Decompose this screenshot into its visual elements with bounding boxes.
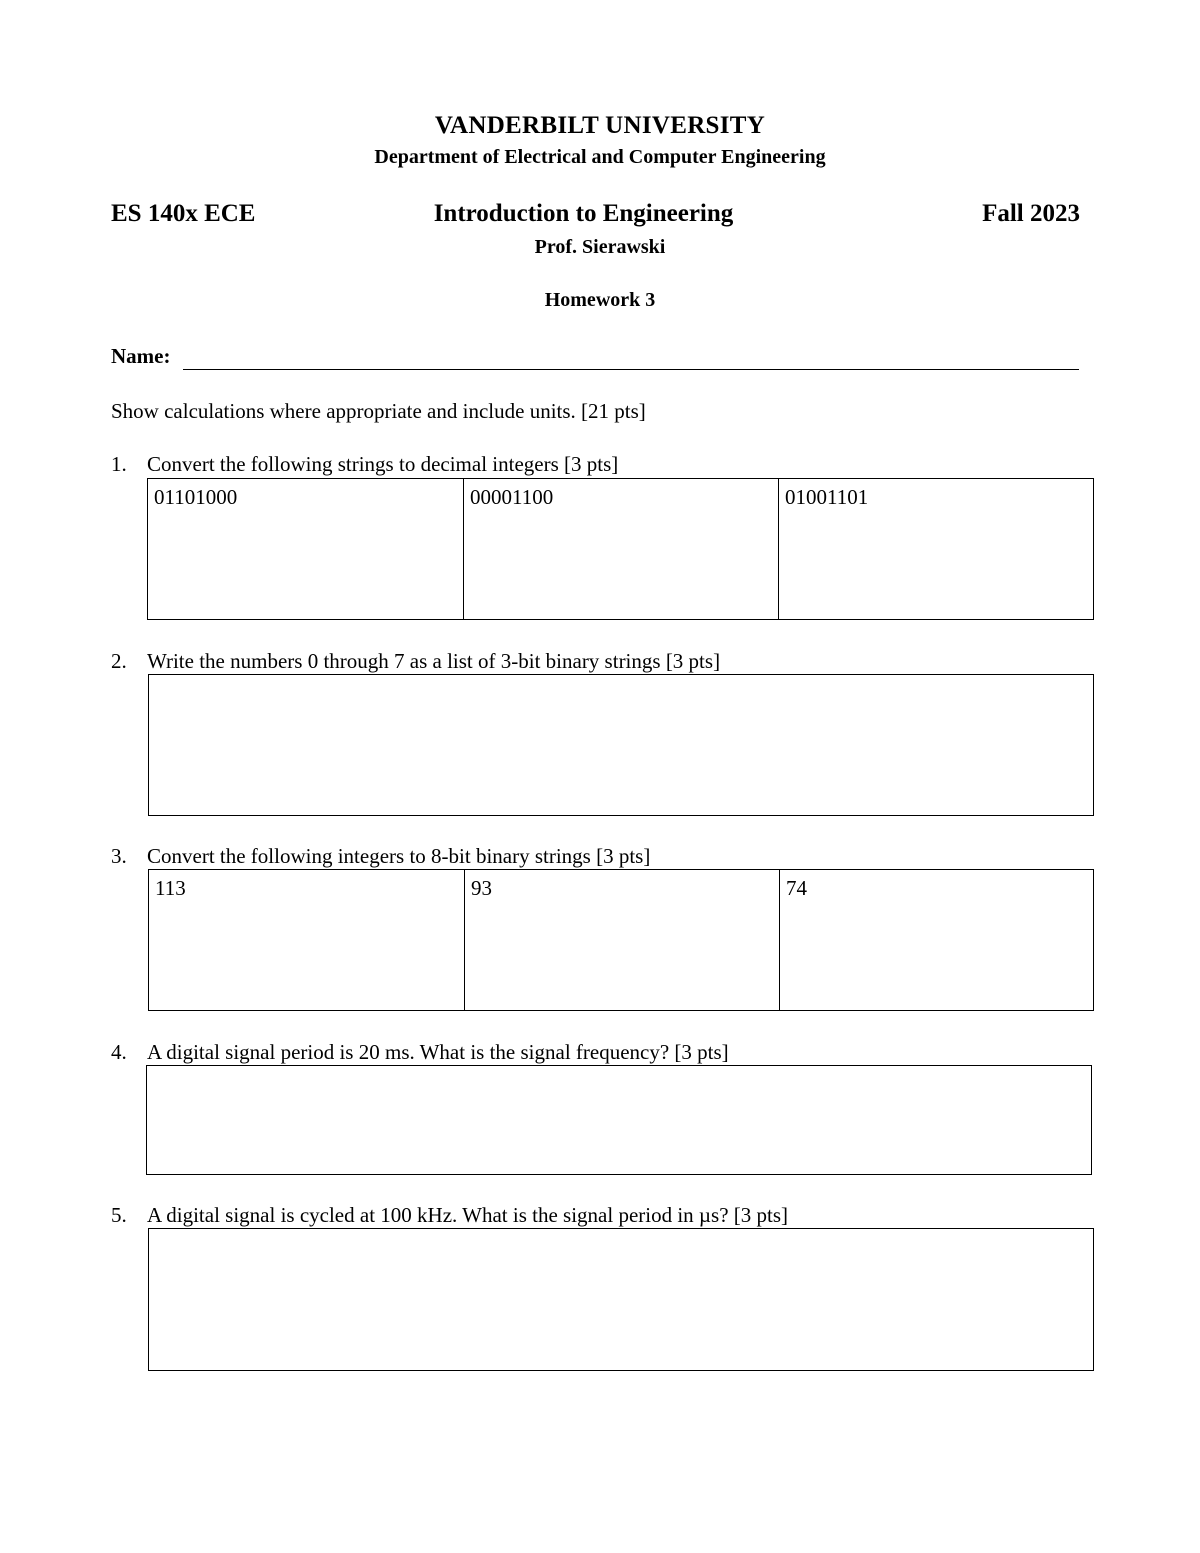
department-name: Department of Electrical and Computer Engineering	[374, 146, 826, 168]
name-label: Name:	[111, 344, 171, 368]
instructions: Show calculations where appropriate and include units. [21 pts]	[111, 399, 646, 423]
assignment-title: Homework 3	[544, 289, 656, 311]
question-3	[0, 844, 1200, 872]
cell-prompt: 01001101	[785, 485, 869, 509]
question-2	[0, 649, 1200, 677]
answer-cell[interactable]	[464, 870, 779, 1010]
question-text: A digital signal is cycled at 100 kHz. What is the signal period in µs? [3 pts]	[147, 1203, 789, 1227]
question-1	[0, 452, 1200, 480]
question-text: A digital signal period is 20 ms. What is the signal frequency? [3 pts]	[147, 1040, 729, 1064]
answer-cell[interactable]	[149, 870, 464, 1010]
cell-prompt: 00001100	[470, 485, 554, 509]
answer-box-2[interactable]	[148, 674, 1094, 816]
question-text: Write the numbers 0 through 7 as a list of 3-bit binary strings [3 pts]	[147, 649, 721, 673]
answer-box-4[interactable]	[146, 1065, 1092, 1175]
answer-table-1	[147, 478, 1094, 620]
cell-prompt: 93	[471, 876, 492, 900]
answer-table-3	[148, 869, 1094, 1011]
course-code: ES 140x ECE	[111, 200, 256, 227]
question-5	[0, 1203, 1200, 1231]
professor-name: Prof. Sierawski	[534, 236, 666, 258]
cell-prompt: 113	[155, 876, 186, 900]
question-text: Convert the following integers to 8-bit binary strings [3 pts]	[147, 844, 651, 868]
course-term: Fall 2023	[982, 200, 1080, 227]
university-name: VANDERBILT UNIVERSITY	[434, 112, 766, 139]
question-4	[0, 1040, 1200, 1068]
question-number: 4.	[111, 1040, 127, 1064]
question-number: 3.	[111, 844, 127, 868]
answer-cell[interactable]	[779, 870, 1092, 1010]
question-text: Convert the following strings to decimal integers [3 pts]	[147, 452, 619, 476]
question-number: 5.	[111, 1203, 127, 1227]
cell-prompt: 74	[786, 876, 807, 900]
answer-cell[interactable]	[463, 479, 778, 619]
name-input-line[interactable]	[183, 369, 1079, 370]
answer-cell[interactable]	[778, 479, 1092, 619]
question-number: 1.	[111, 452, 127, 476]
answer-cell[interactable]	[148, 479, 463, 619]
course-title: Introduction to Engineering	[433, 200, 734, 227]
cell-prompt: 01101000	[154, 485, 238, 509]
answer-box-5[interactable]	[148, 1228, 1094, 1371]
question-number: 2.	[111, 649, 127, 673]
